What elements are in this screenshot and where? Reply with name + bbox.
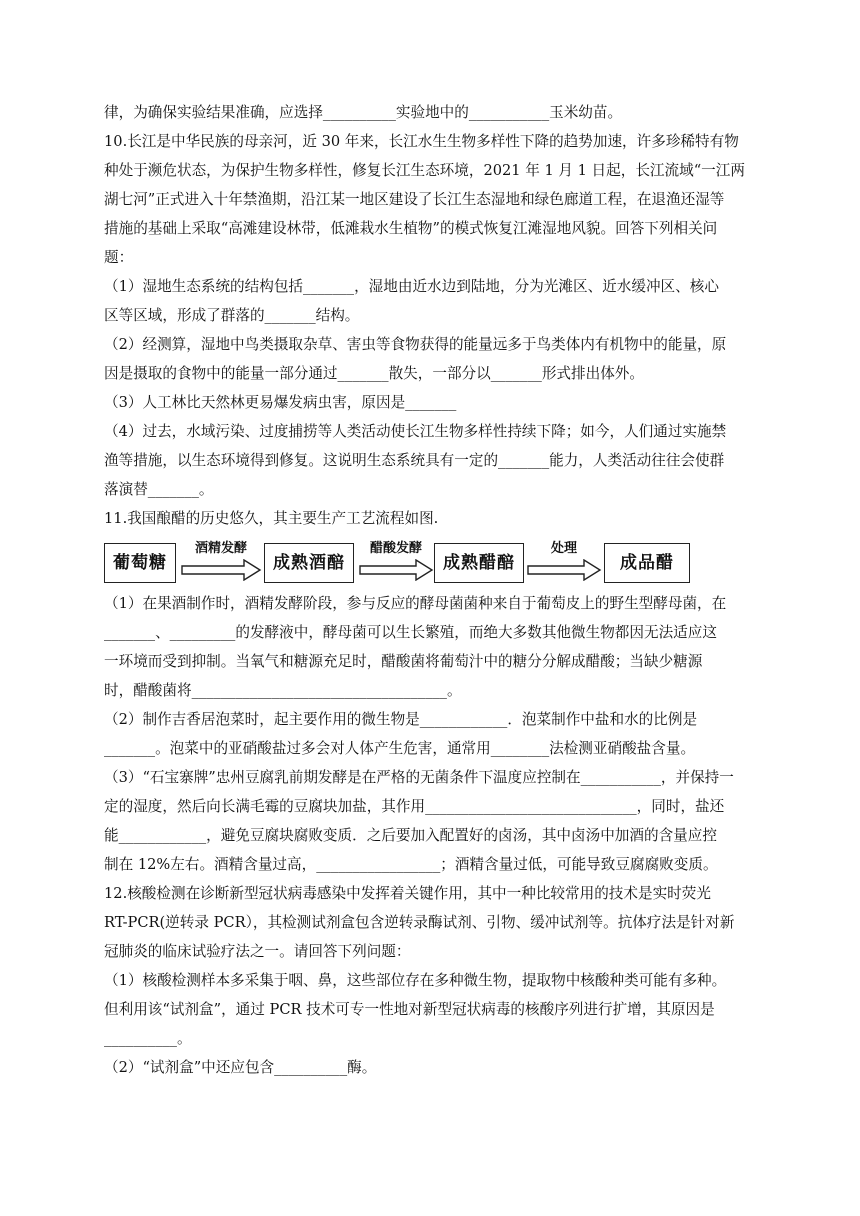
text-line: 12.核酸检测在诊断新型冠状病毒感染中发挥着关键作用，其中一种比较常用的技术是实时荧光	[104, 885, 711, 902]
text-line: 能____________，避免豆腐块腐败变质．之后要加入配置好的卤汤，其中卤汤中加酒的含量应控	[104, 827, 717, 844]
hollow-arrow-icon	[180, 559, 262, 581]
flow-arrow-processing	[526, 541, 602, 585]
text-line: （2）“试剂盒”中还应包含__________酶。	[104, 1059, 377, 1076]
text-line: 一环境而受到抑制。当氧气和糖源充足时，醋酸菌将葡萄汁中的糖分分解成醋酸；当缺少糖源	[104, 653, 703, 670]
flow-arrow-acetic-fermentation	[358, 541, 434, 585]
text-line: _______。泡菜中的亚硝酸盐过多会对人体产生危害，通常用________法检测亚硝酸盐含量。	[104, 740, 696, 757]
text-line: （2）经测算，湿地中鸟类摄取杂草、害虫等食物获得的能量远多于鸟类体内有机物中的能量，原	[104, 336, 727, 353]
flow-box-glucose: 葡萄糖	[104, 543, 176, 583]
text-line: （3）“石宝寨牌”忠州豆腐乳前期发酵是在严格的无菌条件下温度应控制在___________，并保持一	[104, 769, 734, 786]
flow-arrow-label: 酒精发酵	[194, 541, 247, 556]
text-line: （4）过去，水域污染、过度捕捞等人类活动使长江生物多样性持续下降；如今，人们通过实施禁	[104, 423, 727, 440]
text-line: 渔等措施，以生态环境得到修复。这说明生态系统具有一定的_______能力，人类活动往往会使群	[104, 452, 725, 469]
text-line: 种处于濒危状态，为保护生物多样性，修复长江生态环境，2021 年 1 月 1 日起，长江流域“一江两	[104, 162, 745, 179]
text-line: RT-PCR(逆转录 PCR），其检测试剂盒包含逆转录酶试剂、引物、缓冲试剂等。抗体疗法是针对新	[104, 914, 735, 931]
text-line: 定的湿度，然后向长满毛霉的豆腐块加盐，其作用_____________________________，同时，盐还	[104, 798, 725, 815]
text-line: 制在 12%左右。酒精含量过高，_________________；酒精含量过低，可能导致豆腐腐败变质。	[104, 856, 718, 873]
text-line: （1）在果酒制作时，酒精发酵阶段，参与反应的酵母菌菌种来自于葡萄皮上的野生型酵母菌，在	[104, 595, 727, 612]
question-text-bottom	[104, 589, 760, 1082]
text-line: （2）制作吉香居泡菜时，起主要作用的微生物是____________．泡菜制作中盐和水的比例是	[104, 711, 698, 728]
document-content	[104, 98, 760, 1082]
text-line: 11.我国酿醋的历史悠久，其主要生产工艺流程如图.	[104, 510, 439, 527]
hollow-arrow-icon	[526, 559, 602, 581]
flow-box-mature-wine-mash: 成熟酒醅	[264, 543, 354, 583]
text-line: 因是摄取的食物中的能量一部分通过_______散失，一部分以_______形式排出体外。	[104, 365, 644, 382]
flow-box-mature-vinegar-mash: 成熟醋醅	[434, 543, 524, 583]
text-line: （3）人工林比天然林更易爆发病虫害，原因是_______	[104, 394, 457, 411]
text-line: 落演替_______。	[104, 481, 214, 498]
vinegar-process-flowchart	[104, 539, 760, 587]
text-line: 10.长江是中华民族的母亲河，近 30 年来，长江水生生物多样性下降的趋势加速，许多珍稀特有物	[104, 133, 739, 150]
text-line: 冠肺炎的临床试验疗法之一。请回答下列问题：	[104, 943, 411, 960]
flow-arrow-label: 醋酸发酵	[369, 541, 422, 556]
hollow-arrow-icon	[358, 559, 434, 581]
text-line: 律，为确保实验结果准确，应选择__________实验地中的___________玉米幼苗。	[104, 104, 623, 121]
text-line: __________。	[104, 1030, 192, 1047]
flow-arrow-alcohol-fermentation	[180, 541, 262, 585]
text-line: 题：	[104, 249, 134, 266]
flow-box-finished-vinegar: 成品醋	[604, 543, 690, 583]
text-line: 湖七河”正式进入十年禁渔期，沿江某一地区建设了长江生态湿地和绿色廊道工程，在退渔还湿等	[104, 191, 725, 208]
flow-arrow-label: 处理	[550, 541, 577, 556]
text-line: 时，醋酸菌将___________________________________。	[104, 682, 462, 699]
text-line: 区等区域，形成了群落的_______结构。	[104, 307, 360, 324]
text-line: （1）湿地生态系统的结构包括_______，湿地由近水边到陆地，分为光滩区、近水缓冲区、核心	[104, 278, 719, 295]
text-line: _______、_________的发酵液中，酵母菌可以生长繁殖，而绝大多数其他微生物都因无法适应这	[104, 624, 717, 641]
text-line: （1）核酸检测样本多采集于咽、鼻，这些部位存在多种微生物，提取物中核酸种类可能有多种。	[104, 972, 727, 989]
question-text-top	[104, 98, 760, 533]
text-line: 措施的基础上采取“高滩建设林带，低滩栽水生植物”的模式恢复江滩湿地风貌。回答下列相关问	[104, 220, 718, 237]
text-line: 但利用该“试剂盒”，通过 PCR 技术可专一性地对新型冠状病毒的核酸序列进行扩增，其原因是	[104, 1001, 715, 1018]
